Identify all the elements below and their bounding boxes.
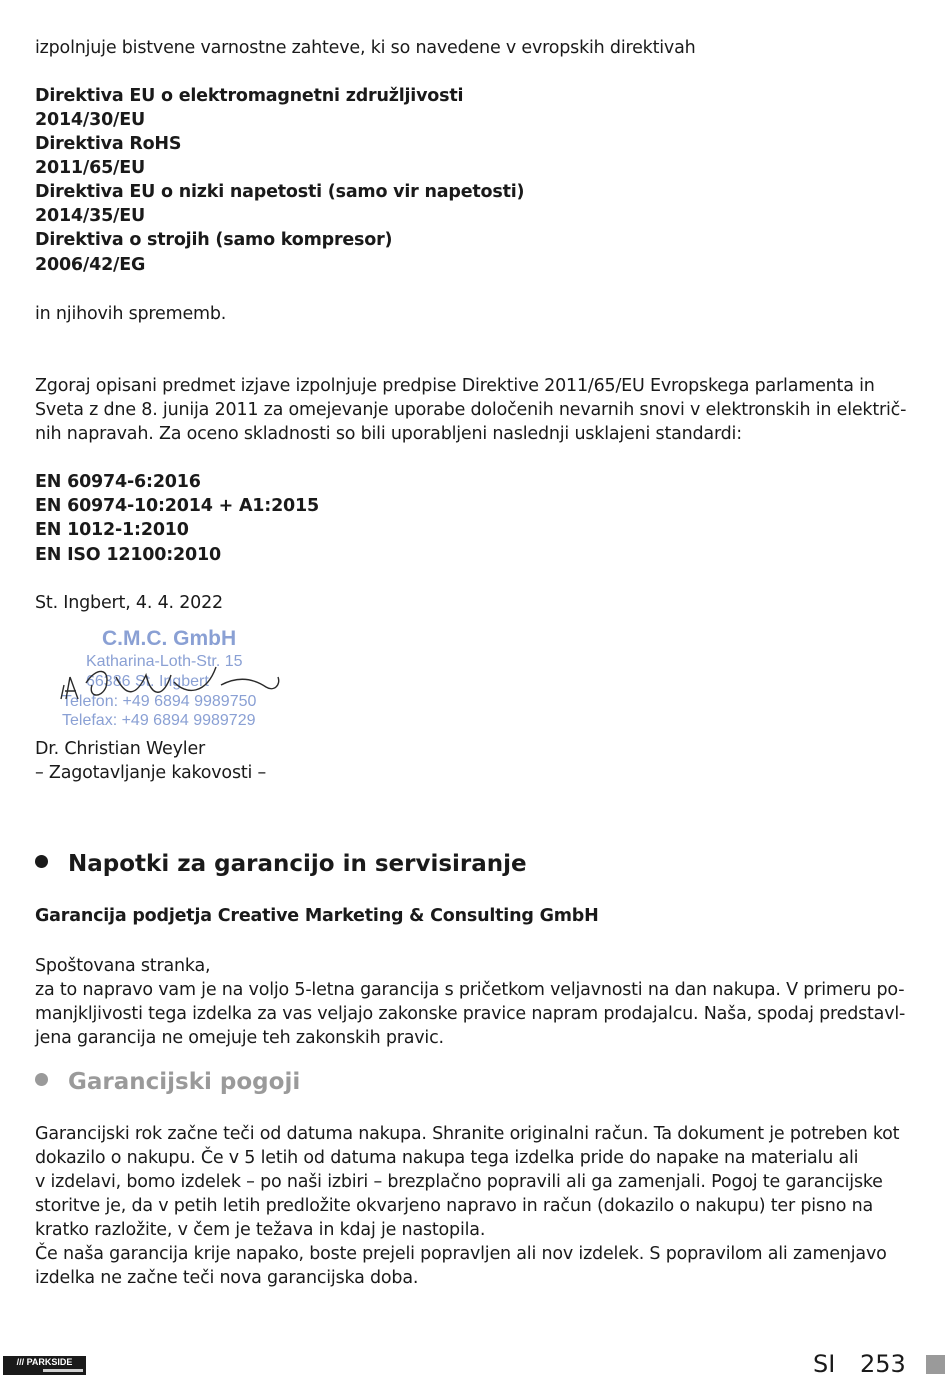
stamp-street: Katharina-Loth-Str. 15 bbox=[86, 653, 243, 670]
signatory-name: Dr. Christian Weyler bbox=[35, 739, 206, 759]
stamp-phone: Telefon: +49 6894 9989750 bbox=[62, 693, 257, 710]
paragraph-line: Zgoraj opisani predmet izjave izpolnjuje predpise Direktive 2011/65/EU Evropskega parlamenta in bbox=[35, 376, 875, 396]
directive-line: Direktiva RoHS bbox=[35, 134, 182, 154]
section-title bbox=[35, 850, 527, 878]
directive-line: 2014/30/EU bbox=[35, 110, 146, 130]
conditions-line: v izdelavi, bomo izdelek – po naši izbiri – brezplačno popravili ali ga zamenjali. Pogoj te garancijske bbox=[35, 1172, 883, 1192]
directive-line: Direktiva EU o elektromagnetni združljivosti bbox=[35, 86, 464, 106]
bullet-icon bbox=[35, 1073, 48, 1086]
page-tab-marker bbox=[926, 1355, 945, 1374]
directive-line: 2011/65/EU bbox=[35, 158, 146, 178]
section-title-text: Napotki za garancijo in servisiranje bbox=[68, 851, 527, 877]
conditions-line: Če naša garancija krije napako, boste prejeli popravljen ali nov izdelek. S popravilom ali zamenjavo bbox=[35, 1244, 887, 1264]
greeting: Spoštovana stranka, bbox=[35, 956, 211, 976]
conditions-title bbox=[35, 1068, 300, 1096]
stamp-fax: Telefax: +49 6894 9989729 bbox=[62, 712, 256, 729]
directive-line: 2006/42/EG bbox=[35, 255, 146, 275]
warranty-line: za to napravo vam je na voljo 5-letna garancija s pričetkom veljavnosti na dan nakupa. V primeru po- bbox=[35, 980, 905, 1000]
standard-line: EN 60974-10:2014 + A1:2015 bbox=[35, 496, 319, 516]
stamp-city: 66386 St. Ingbert bbox=[86, 673, 209, 690]
signature-icon bbox=[56, 637, 286, 707]
language-code: SI bbox=[813, 1350, 836, 1378]
directive-line: 2014/35/EU bbox=[35, 206, 146, 226]
standard-line: EN 60974-6:2016 bbox=[35, 472, 201, 492]
conditions-line: storitve je, da v petih letih predložite okvarjeno napravo in račun (dokazilo o nakupu) ter pisno na bbox=[35, 1196, 873, 1216]
standard-line: EN ISO 12100:2010 bbox=[35, 545, 221, 565]
directive-line: Direktiva o strojih (samo kompresor) bbox=[35, 230, 393, 250]
conditions-line: Garancijski rok začne teči od datuma nakupa. Shranite originalni račun. Ta dokument je potreben kot bbox=[35, 1124, 900, 1144]
conditions-title-text: Garancijski pogoji bbox=[68, 1069, 301, 1095]
logo-underline bbox=[43, 1369, 83, 1372]
directive-line: Direktiva EU o nizki napetosti (samo vir napetosti) bbox=[35, 182, 525, 202]
paragraph-line: nih napravah. Za oceno skladnosti so bili uporabljeni naslednji usklajeni standardi: bbox=[35, 424, 742, 444]
bullet-icon bbox=[35, 855, 48, 868]
warranty-line: manjkljivosti tega izdelka za vas veljajo zakonske pravice napram prodajalcu. Naša, spodaj predstavl- bbox=[35, 1004, 906, 1024]
standard-line: EN 1012-1:2010 bbox=[35, 520, 189, 540]
warranty-line: jena garancija ne omejuje teh zakonskih pravic. bbox=[35, 1028, 444, 1048]
intro-text: izpolnjuje bistvene varnostne zahteve, ki so navedene v evropskih direktivah bbox=[35, 38, 696, 58]
paragraph-line: Sveta z dne 8. junija 2011 za omejevanje uporabe določenih nevarnih snovi v elektronskih in električ- bbox=[35, 400, 907, 420]
signatory-role: – Zagotavljanje kakovosti – bbox=[35, 763, 267, 783]
warranty-heading: Garancija podjetja Creative Marketing & Consulting GmbH bbox=[35, 906, 599, 926]
stamp-company: C.M.C. GmbH bbox=[102, 627, 237, 650]
page-number: 253 bbox=[860, 1350, 906, 1378]
brand-text: /// PARKSIDE bbox=[16, 1357, 73, 1367]
parkside-logo bbox=[3, 1356, 86, 1375]
conditions-line: dokazilo o nakupu. Če v 5 letih od datuma nakupa tega izdelka pride do napake na materialu ali bbox=[35, 1148, 859, 1168]
place-date: St. Ingbert, 4. 4. 2022 bbox=[35, 593, 223, 613]
company-stamp bbox=[56, 627, 316, 735]
conditions-line: izdelka ne začne teči nova garancijska doba. bbox=[35, 1268, 419, 1288]
amendments-text: in njihovih sprememb. bbox=[35, 304, 227, 324]
conditions-line: kratko razložite, v čem je težava in kdaj je nastopila. bbox=[35, 1220, 486, 1240]
